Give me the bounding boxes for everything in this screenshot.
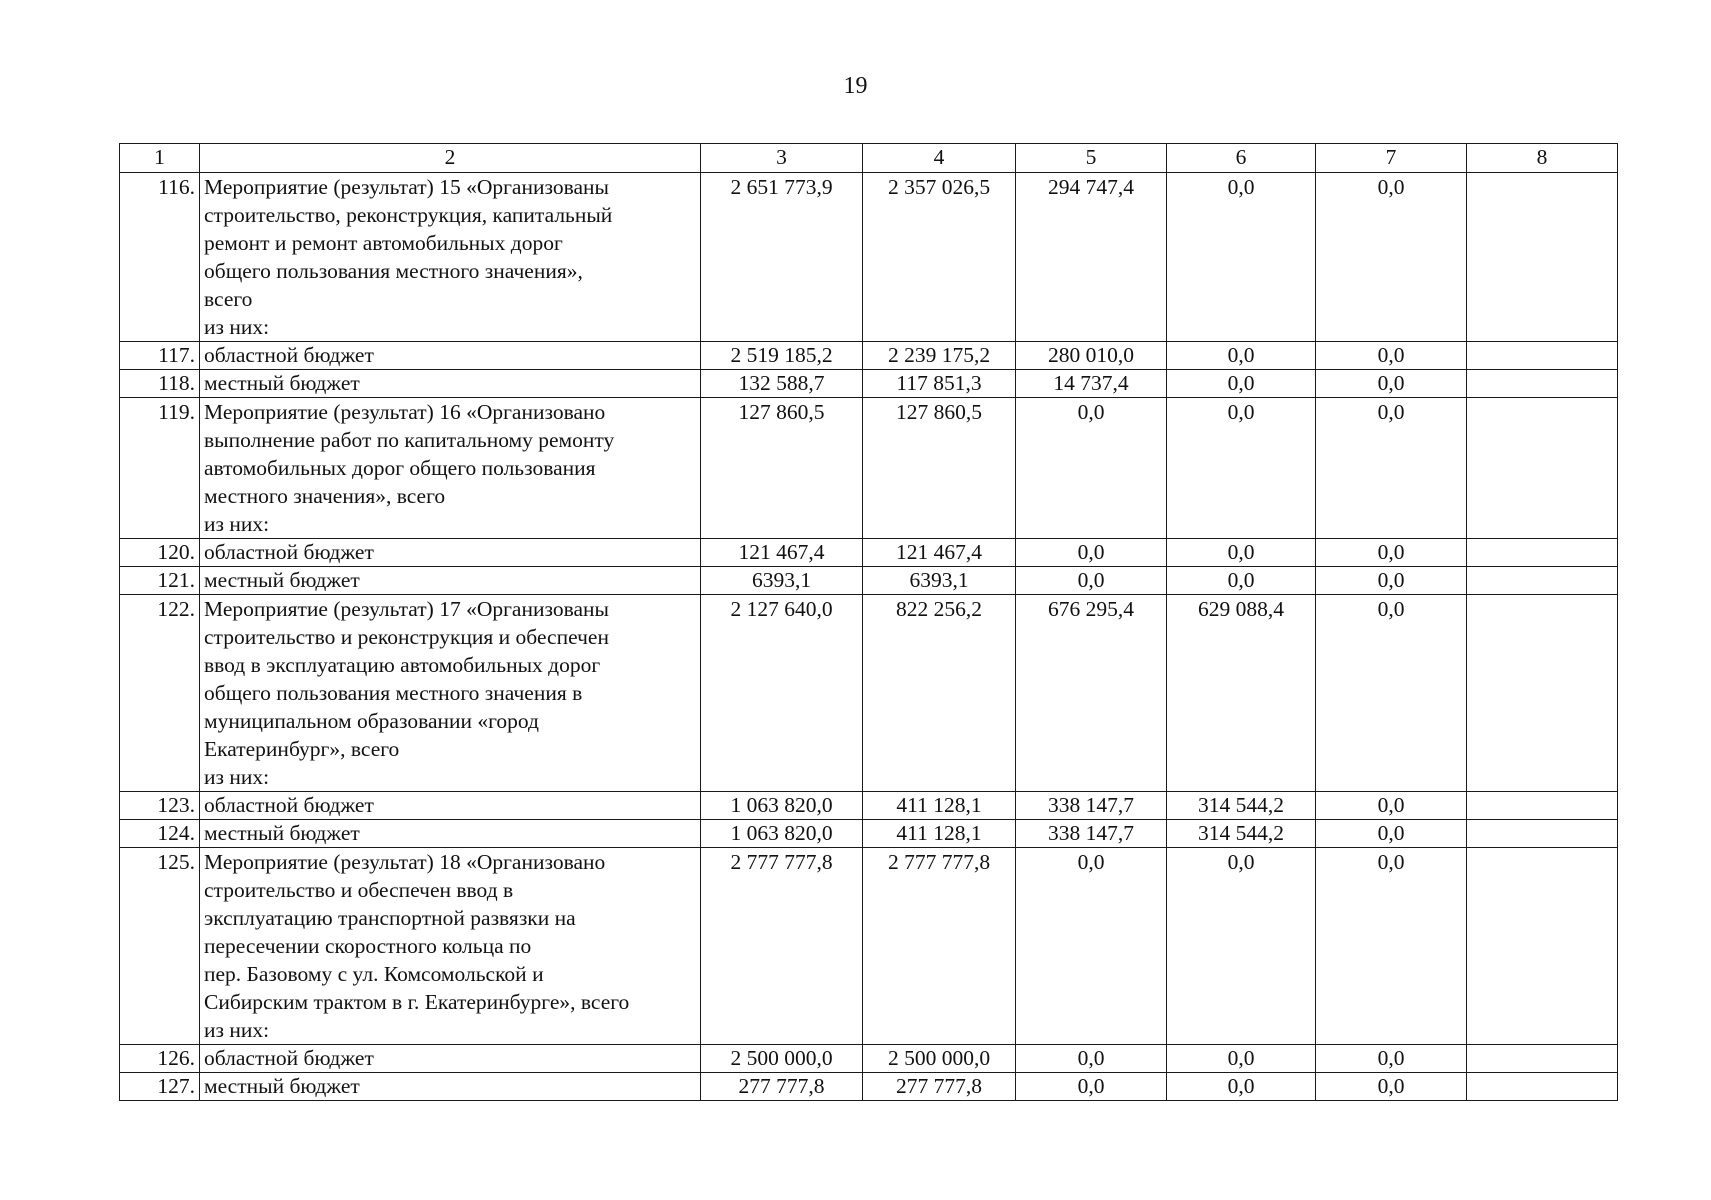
row-number: 119. — [120, 398, 200, 539]
header-row — [120, 144, 1618, 173]
cell-col5: 0,0 — [1016, 539, 1167, 567]
cell-col8 — [1467, 1073, 1618, 1101]
row-name: местный бюджет — [200, 1073, 701, 1101]
cell-col6: 0,0 — [1167, 567, 1316, 595]
cell-col3: 6393,1 — [701, 567, 863, 595]
cell-col6: 0,0 — [1167, 1073, 1316, 1101]
cell-col3: 2 651 773,9 — [701, 173, 863, 342]
row-name: Мероприятие (результат) 16 «Организовано выполнение работ по капитальному ремонту автомобильных дорог общего пользования местного значения», всего из них: — [200, 398, 701, 539]
cell-col4: 2 239 175,2 — [863, 342, 1016, 370]
header-cell: 1 — [120, 144, 200, 173]
cell-col5: 0,0 — [1016, 398, 1167, 539]
cell-col3: 2 500 000,0 — [701, 1045, 863, 1073]
table-row — [120, 342, 1618, 370]
cell-col6: 0,0 — [1167, 173, 1316, 342]
cell-col5: 280 010,0 — [1016, 342, 1167, 370]
header-cell: 3 — [701, 144, 863, 173]
table-row — [120, 848, 1618, 1045]
cell-col4: 117 851,3 — [863, 370, 1016, 398]
cell-col7: 0,0 — [1316, 595, 1467, 792]
cell-col6: 314 544,2 — [1167, 820, 1316, 848]
cell-col4: 6393,1 — [863, 567, 1016, 595]
table-row — [120, 1073, 1618, 1101]
cell-col7: 0,0 — [1316, 1045, 1467, 1073]
cell-col4: 2 777 777,8 — [863, 848, 1016, 1045]
table-row — [120, 567, 1618, 595]
cell-col6: 314 544,2 — [1167, 792, 1316, 820]
cell-col7: 0,0 — [1316, 539, 1467, 567]
cell-col3: 121 467,4 — [701, 539, 863, 567]
cell-col8 — [1467, 398, 1618, 539]
cell-col3: 277 777,8 — [701, 1073, 863, 1101]
cell-col4: 2 357 026,5 — [863, 173, 1016, 342]
cell-col7: 0,0 — [1316, 342, 1467, 370]
cell-col6: 629 088,4 — [1167, 595, 1316, 792]
cell-col3: 127 860,5 — [701, 398, 863, 539]
cell-col6: 0,0 — [1167, 370, 1316, 398]
row-number: 118. — [120, 370, 200, 398]
cell-col5: 0,0 — [1016, 567, 1167, 595]
table-row — [120, 398, 1618, 539]
page-number: 19 — [843, 73, 868, 99]
cell-col4: 2 500 000,0 — [863, 1045, 1016, 1073]
table-row — [120, 1045, 1618, 1073]
table-row — [120, 539, 1618, 567]
cell-col6: 0,0 — [1167, 1045, 1316, 1073]
header-cell: 4 — [863, 144, 1016, 173]
budget-table — [119, 143, 1618, 1101]
row-name: местный бюджет — [200, 567, 701, 595]
table-row — [120, 173, 1618, 342]
cell-col7: 0,0 — [1316, 370, 1467, 398]
cell-col7: 0,0 — [1316, 173, 1467, 342]
table-row — [120, 595, 1618, 792]
header-cell: 8 — [1467, 144, 1618, 173]
cell-col5: 338 147,7 — [1016, 820, 1167, 848]
row-name: областной бюджет — [200, 1045, 701, 1073]
cell-col7: 0,0 — [1316, 567, 1467, 595]
cell-col5: 676 295,4 — [1016, 595, 1167, 792]
header-cell: 2 — [200, 144, 701, 173]
cell-col6: 0,0 — [1167, 398, 1316, 539]
cell-col8 — [1467, 567, 1618, 595]
cell-col4: 822 256,2 — [863, 595, 1016, 792]
row-number: 122. — [120, 595, 200, 792]
row-name: Мероприятие (результат) 18 «Организовано строительство и обеспечен ввод в эксплуатацию транспортной развязки на пересечении скоростного кольца по пер. Базовому с ул. Комсомольской и Сибирским трактом в г. Екатеринбурге», всего из них: — [200, 848, 701, 1045]
cell-col8 — [1467, 539, 1618, 567]
cell-col3: 1 063 820,0 — [701, 820, 863, 848]
table-row — [120, 820, 1618, 848]
cell-col3: 2 127 640,0 — [701, 595, 863, 792]
cell-col8 — [1467, 820, 1618, 848]
cell-col3: 2 777 777,8 — [701, 848, 863, 1045]
cell-col5: 14 737,4 — [1016, 370, 1167, 398]
cell-col5: 338 147,7 — [1016, 792, 1167, 820]
header-cell: 7 — [1316, 144, 1467, 173]
cell-col7: 0,0 — [1316, 398, 1467, 539]
row-number: 116. — [120, 173, 200, 342]
cell-col5: 0,0 — [1016, 1073, 1167, 1101]
row-number: 125. — [120, 848, 200, 1045]
cell-col6: 0,0 — [1167, 342, 1316, 370]
row-number: 126. — [120, 1045, 200, 1073]
cell-col4: 127 860,5 — [863, 398, 1016, 539]
header-cell: 5 — [1016, 144, 1167, 173]
row-name: областной бюджет — [200, 539, 701, 567]
cell-col3: 2 519 185,2 — [701, 342, 863, 370]
cell-col8 — [1467, 173, 1618, 342]
row-number: 127. — [120, 1073, 200, 1101]
table-row — [120, 792, 1618, 820]
cell-col7: 0,0 — [1316, 1073, 1467, 1101]
cell-col8 — [1467, 370, 1618, 398]
row-number: 117. — [120, 342, 200, 370]
cell-col8 — [1467, 342, 1618, 370]
row-name: местный бюджет — [200, 820, 701, 848]
cell-col7: 0,0 — [1316, 792, 1467, 820]
row-name: областной бюджет — [200, 342, 701, 370]
cell-col8 — [1467, 792, 1618, 820]
row-number: 123. — [120, 792, 200, 820]
cell-col4: 411 128,1 — [863, 792, 1016, 820]
header-cell: 6 — [1167, 144, 1316, 173]
cell-col3: 132 588,7 — [701, 370, 863, 398]
row-name: местный бюджет — [200, 370, 701, 398]
table-row — [120, 370, 1618, 398]
cell-col4: 121 467,4 — [863, 539, 1016, 567]
cell-col3: 1 063 820,0 — [701, 792, 863, 820]
row-name: Мероприятие (результат) 17 «Организованы строительство и реконструкция и обеспечен ввод в эксплуатацию автомобильных дорог общего пользования местного значения в муниципальном образовании «город Екатеринбург», всего из них: — [200, 595, 701, 792]
row-number: 121. — [120, 567, 200, 595]
cell-col4: 411 128,1 — [863, 820, 1016, 848]
cell-col5: 0,0 — [1016, 848, 1167, 1045]
cell-col6: 0,0 — [1167, 539, 1316, 567]
row-name: областной бюджет — [200, 792, 701, 820]
row-name: Мероприятие (результат) 15 «Организованы строительство, реконструкция, капитальный ремонт и ремонт автомобильных дорог общего пользования местного значения», всего из них: — [200, 173, 701, 342]
row-number: 124. — [120, 820, 200, 848]
cell-col8 — [1467, 848, 1618, 1045]
cell-col7: 0,0 — [1316, 848, 1467, 1045]
row-number: 120. — [120, 539, 200, 567]
cell-col8 — [1467, 1045, 1618, 1073]
cell-col8 — [1467, 595, 1618, 792]
cell-col4: 277 777,8 — [863, 1073, 1016, 1101]
cell-col5: 0,0 — [1016, 1045, 1167, 1073]
cell-col7: 0,0 — [1316, 820, 1467, 848]
cell-col6: 0,0 — [1167, 848, 1316, 1045]
cell-col5: 294 747,4 — [1016, 173, 1167, 342]
